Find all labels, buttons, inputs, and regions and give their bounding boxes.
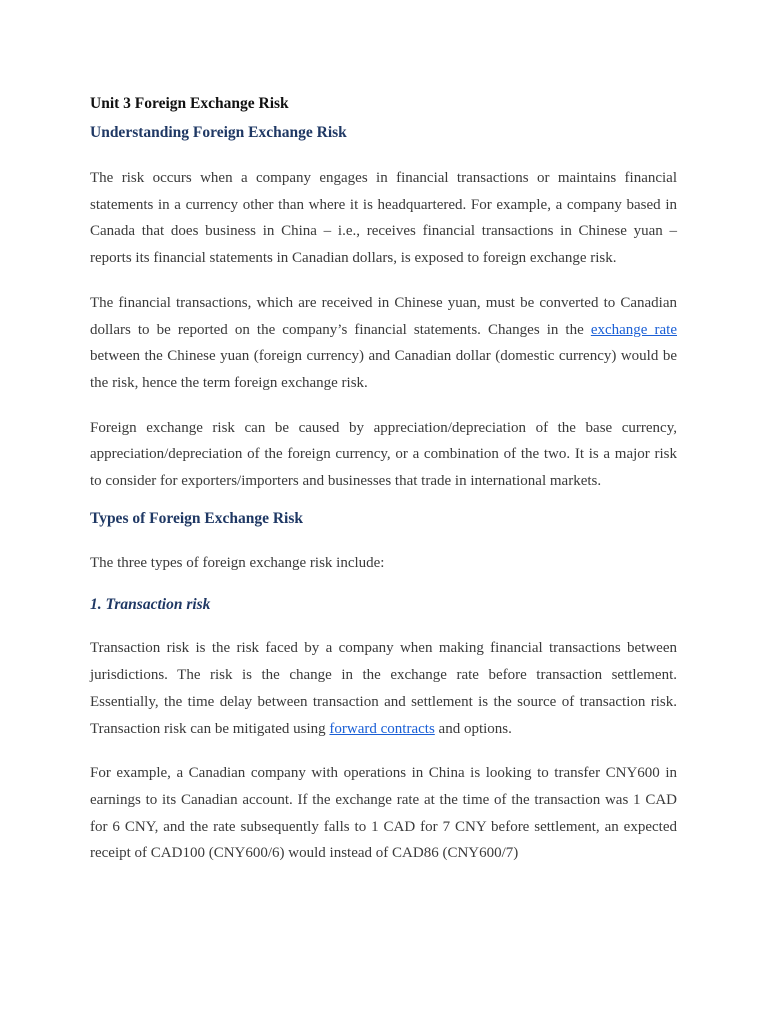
unit-title: Unit 3 Foreign Exchange Risk	[90, 95, 289, 112]
paragraph-types-intro: The three types of foreign exchange risk include:	[90, 554, 385, 571]
section-heading-understanding: Understanding Foreign Exchange Risk	[90, 124, 347, 141]
paragraph-conversion-text-start: The financial transactions, which are received in Chinese yuan, must be converted to Canadian dollars to be reported on the company’s financial statements. Changes in the	[90, 294, 677, 338]
paragraph-transaction-example: For example, a Canadian company with operations in China is looking to transfer CNY600 in earnings to its Canadian account. If the exchange rate at the time of the transaction was 1 CAD for 6 CNY, and the rate subsequently falls to 1 CAD for 7 CNY before settlement, an expected receipt of CAD100 (CNY600/6) would instead of CAD86 (CNY600/7)	[90, 765, 677, 862]
paragraph-risk-definition: The risk occurs when a company engages in financial transactions or maintains financial statements in a currency other than where it is headquartered. For example, a company based in Canada that does business in China – i.e., receives financial transactions in Chinese yuan – reports its financial statements in Canadian dollars, is exposed to foreign exchange risk.	[90, 170, 677, 267]
document-page	[90, 92, 677, 867]
paragraph-transaction-risk-text-start: Transaction risk is the risk faced by a company when making financial transactions between jurisdictions. The risk is the change in the exchange rate before transaction settlement. Essentially, the time delay between transaction and settlement is the source of transaction risk. Transaction risk can be mitigated using	[90, 640, 677, 737]
paragraph-transaction-risk-text-end: and options.	[434, 720, 512, 737]
paragraph-conversion-text-end: between the Chinese yuan (foreign currency) and Canadian dollar (domestic currency) would be the risk, hence the term foreign exchange risk.	[90, 348, 677, 391]
paragraph-conversion	[90, 290, 677, 397]
subheading-transaction-risk: 1. Transaction risk	[90, 596, 211, 614]
exchange-rate-link[interactable]: exchange rate	[590, 321, 677, 338]
paragraph-transaction-risk	[90, 635, 677, 742]
forward-contracts-link[interactable]: forward contracts	[329, 720, 435, 737]
section-heading-types: Types of Foreign Exchange Risk	[90, 509, 303, 527]
paragraph-causes: Foreign exchange risk can be caused by appreciation/depreciation of the base currency, appreciation/depreciation of the foreign currency, or a combination of the two. It is a major risk to consider for exporters/importers and businesses that trade in international markets.	[90, 419, 677, 490]
